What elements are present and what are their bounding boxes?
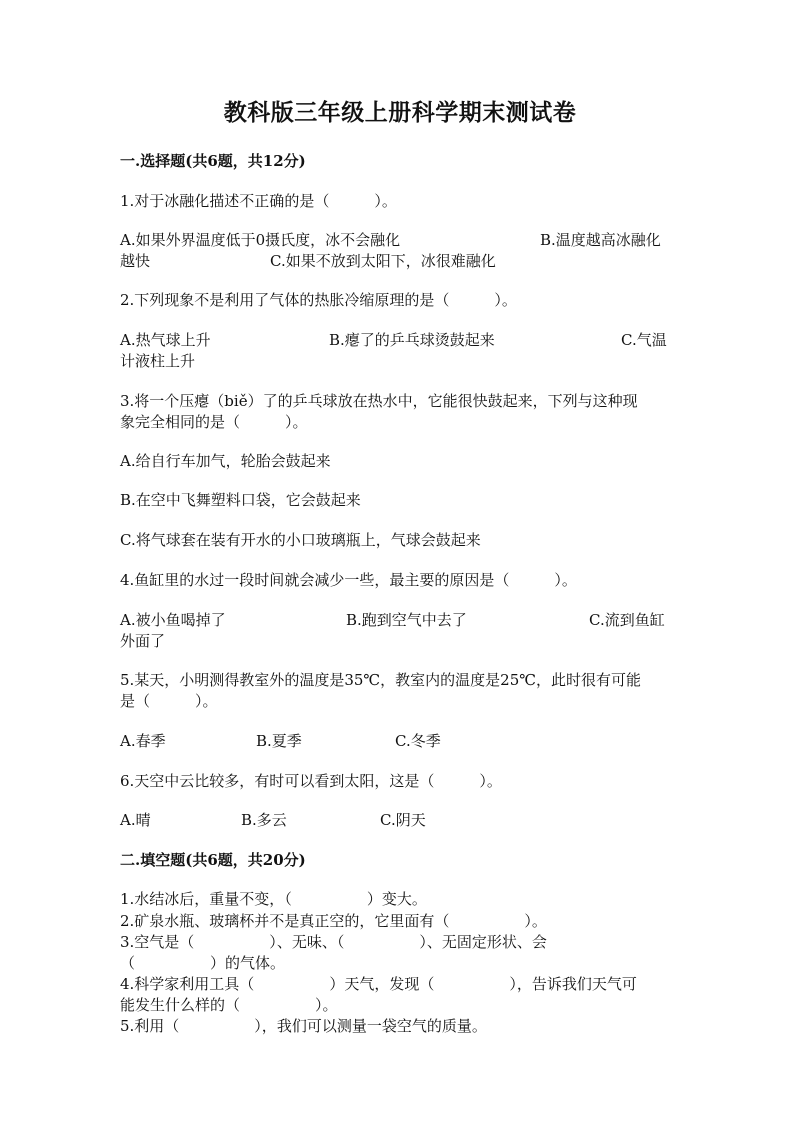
question-5-stem-cont: 是（ ）。	[120, 692, 218, 710]
fill-blank-line: 3.空气是（ ）、无味、（ ）、无固定形状、会	[120, 933, 547, 951]
question-1-option-b: B.温度越高冰融化	[540, 231, 661, 249]
question-4-option-c-cont: 外面了	[120, 632, 166, 650]
question-3-option-c: C.将气球套在装有开水的小口玻璃瓶上，气球会鼓起来	[120, 531, 481, 549]
question-5-option-c: C.冬季	[395, 732, 441, 750]
exam-title: 教科版三年级上册科学期末测试卷	[223, 99, 577, 126]
question-6-option-c: C.阴天	[380, 811, 426, 829]
question-3-option-a: A.给自行车加气，轮胎会鼓起来	[120, 452, 331, 470]
question-2-option-b: B.瘪了的乒乓球烫鼓起来	[329, 331, 495, 349]
question-4-option-b: B.跑到空气中去了	[346, 611, 467, 629]
fill-blank-line: 能发生什么样的（ ）。	[120, 996, 338, 1014]
fill-blank-line: 2.矿泉水瓶、玻璃杯并不是真正空的，它里面有（ ）。	[120, 912, 547, 930]
question-5-option-a: A.春季	[120, 732, 166, 750]
question-3-stem: 3.将一个压瘪（biě）了的乒乓球放在热水中，它能很快鼓起来，下列与这种现	[120, 392, 638, 410]
section-heading-choice: 一.选择题(共6题，共12分)	[120, 152, 306, 170]
question-1-option-c: C.如果不放到太阳下，冰很难融化	[270, 252, 496, 270]
question-5-option-b: B.夏季	[256, 732, 302, 750]
question-2-option-a: A.热气球上升	[120, 331, 211, 349]
question-1-option-b-cont: 越快	[120, 252, 151, 270]
question-2-option-c: C.气温	[621, 331, 667, 349]
fill-blank-line: 5.利用（ ），我们可以测量一袋空气的质量。	[120, 1017, 487, 1035]
question-6-option-b: B.多云	[241, 811, 287, 829]
question-1-stem: 1.对于冰融化描述不正确的是（ ）。	[120, 192, 397, 210]
question-4-option-c: C.流到鱼缸	[589, 611, 665, 629]
question-3-option-b: B.在空中飞舞塑料口袋，它会鼓起来	[120, 491, 361, 509]
section-heading-fill-blank: 二.填空题(共6题，共20分)	[120, 851, 306, 869]
fill-blank-line: 1.水结冰后，重量不变，（ ）变大。	[120, 890, 427, 908]
question-5-stem: 5.某天，小明测得教室外的温度是35℃，教室内的温度是25℃，此时很有可能	[120, 671, 642, 689]
question-6-option-a: A.晴	[120, 811, 151, 829]
fill-blank-line: （ ）的气体。	[120, 954, 286, 972]
question-2-stem: 2.下列现象不是利用了气体的热胀冷缩原理的是（ ）。	[120, 291, 517, 309]
question-4-stem: 4.鱼缸里的水过一段时间就会减少一些，最主要的原因是（ ）。	[120, 571, 577, 589]
fill-blank-line: 4.科学家利用工具（ ）天气，发现（ ），告诉我们天气可	[120, 975, 637, 993]
question-2-option-c-cont: 计液柱上升	[120, 352, 196, 370]
question-1-option-a: A.如果外界温度低于0摄氏度，冰不会融化	[120, 231, 401, 249]
question-3-stem-cont: 象完全相同的是（ ）。	[120, 413, 308, 431]
question-4-option-a: A.被小鱼喝掉了	[120, 611, 226, 629]
question-6-stem: 6.天空中云比较多，有时可以看到太阳，这是（ ）。	[120, 772, 502, 790]
